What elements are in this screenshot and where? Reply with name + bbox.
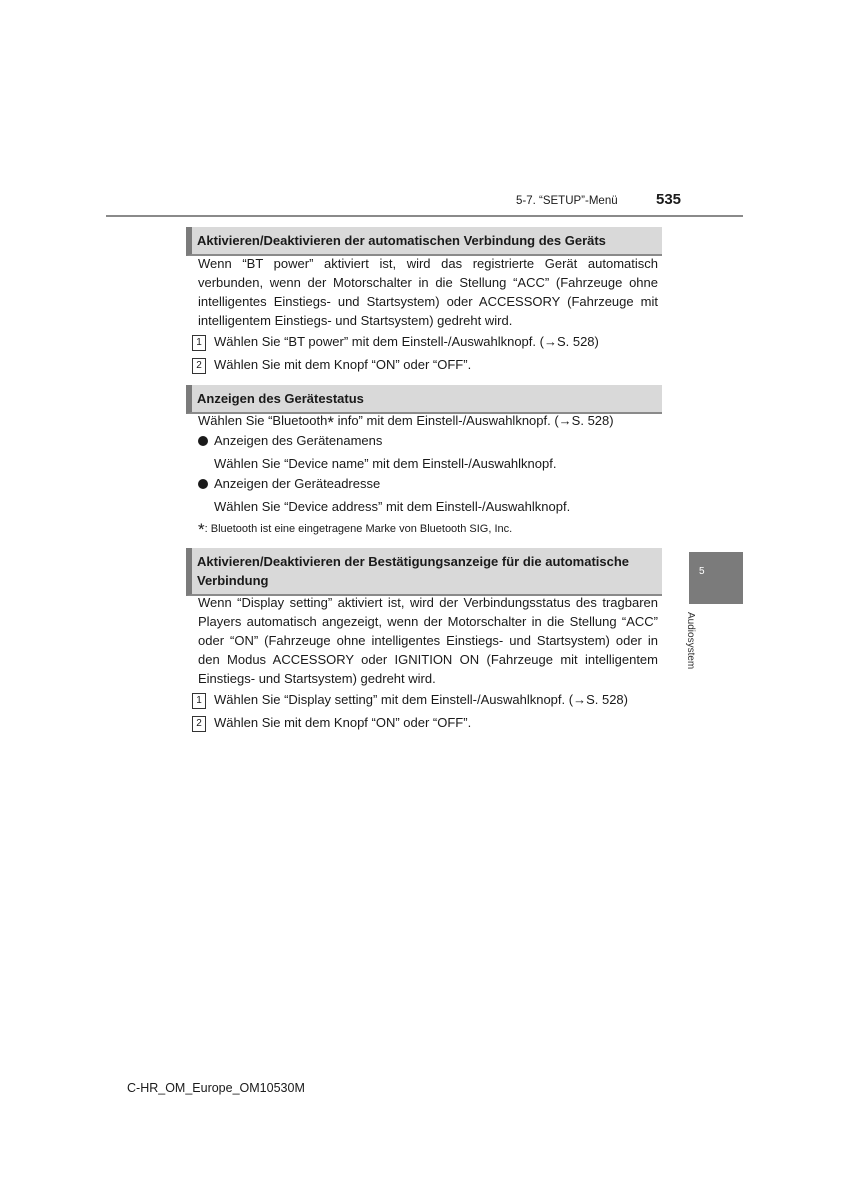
- step-text: Wählen Sie mit dem Knopf “ON” oder “OFF”.: [214, 715, 472, 730]
- section-heading-auto-connect: Aktivieren/Deaktivieren der automatischen Verbindung des Geräts: [186, 227, 662, 256]
- step-text: Wählen Sie “BT power” mit dem Einstell-/Auswahlknopf. (→S. 528): [214, 334, 599, 349]
- header-rule: [106, 215, 743, 217]
- intro-text: Wählen Sie “Bluetooth: [198, 413, 328, 428]
- asterisk-mark: *: [198, 520, 205, 539]
- step-item: [192, 355, 471, 374]
- step-number: 2: [192, 716, 206, 732]
- bullet-text: Wählen Sie “Device name” mit dem Einstell-/Auswahlknopf.: [214, 456, 557, 471]
- section-heading-confirmation-display: Aktivieren/Deaktivieren der Bestätigungsanzeige für die automatische Verbindung: [186, 548, 662, 596]
- bullet-text: Wählen Sie “Device address” mit dem Einstell-/Auswahlknopf.: [214, 499, 571, 514]
- bullet-title: Anzeigen des Gerätenamens: [214, 433, 383, 448]
- chapter-tab: [689, 552, 743, 604]
- bullet-title: Anzeigen der Geräteadresse: [214, 476, 381, 491]
- section-heading-device-status: Anzeigen des Gerätestatus: [186, 385, 662, 414]
- chapter-tab-label: Audiosystem: [685, 612, 696, 670]
- intro-text: info” mit dem Einstell-/Auswahlknopf. (→S. 528): [333, 413, 614, 428]
- bullet-item: [198, 431, 382, 450]
- section-intro-device-status: [198, 411, 614, 432]
- step-number: 1: [192, 693, 206, 709]
- bullet-icon: [198, 479, 208, 489]
- chapter-tab-number: 5: [699, 566, 705, 577]
- running-header-section: 5-7. “SETUP”-Menü: [516, 195, 618, 207]
- step-number: 2: [192, 358, 206, 374]
- step-text: Wählen Sie “Display setting” mit dem Einstell-/Auswahlknopf. (→S. 528): [214, 692, 628, 707]
- bullet-item: [198, 474, 380, 493]
- section-paragraph-confirmation-display: Wenn “Display setting” aktiviert ist, wird der Verbindungsstatus des tragbaren Players automatisch angezeigt, wenn der Motorschalter in die Stellung “ACC” oder “ON” (Fahrzeuge ohne intelligentes Einstiegs- und Startsystem) oder in den Modus ACCESSORY oder IGNITION ON (Fahrzeuge mit intelligentem Einstiegs- und Startsystem) gedreht wird.: [198, 595, 658, 686]
- step-item: [192, 690, 628, 709]
- step-item: [192, 713, 471, 732]
- step-item: [192, 332, 599, 351]
- footnote-text: : Bluetooth ist eine eingetragene Marke von Bluetooth SIG, Inc.: [204, 523, 513, 535]
- step-text: Wählen Sie mit dem Knopf “ON” oder “OFF”.: [214, 357, 472, 372]
- step-number: 1: [192, 335, 206, 351]
- asterisk-mark: *: [327, 413, 334, 432]
- bullet-icon: [198, 436, 208, 446]
- page-number: 535: [656, 191, 682, 208]
- section-paragraph-auto-connect: Wenn “BT power” aktiviert ist, wird das registrierte Gerät automatisch verbunden, wenn der Motorschalter in die Stellung “ACC” (Fahrzeuge ohne intelligentes Einstiegs- und Startsystem) oder ACCESSORY (Fahrzeuge mit intelligentem Einstiegs- und Startsystem) gedreht wird.: [198, 256, 658, 328]
- footer-code: C-HR_OM_Europe_OM10530M: [127, 1081, 305, 1095]
- footnote: [198, 520, 512, 539]
